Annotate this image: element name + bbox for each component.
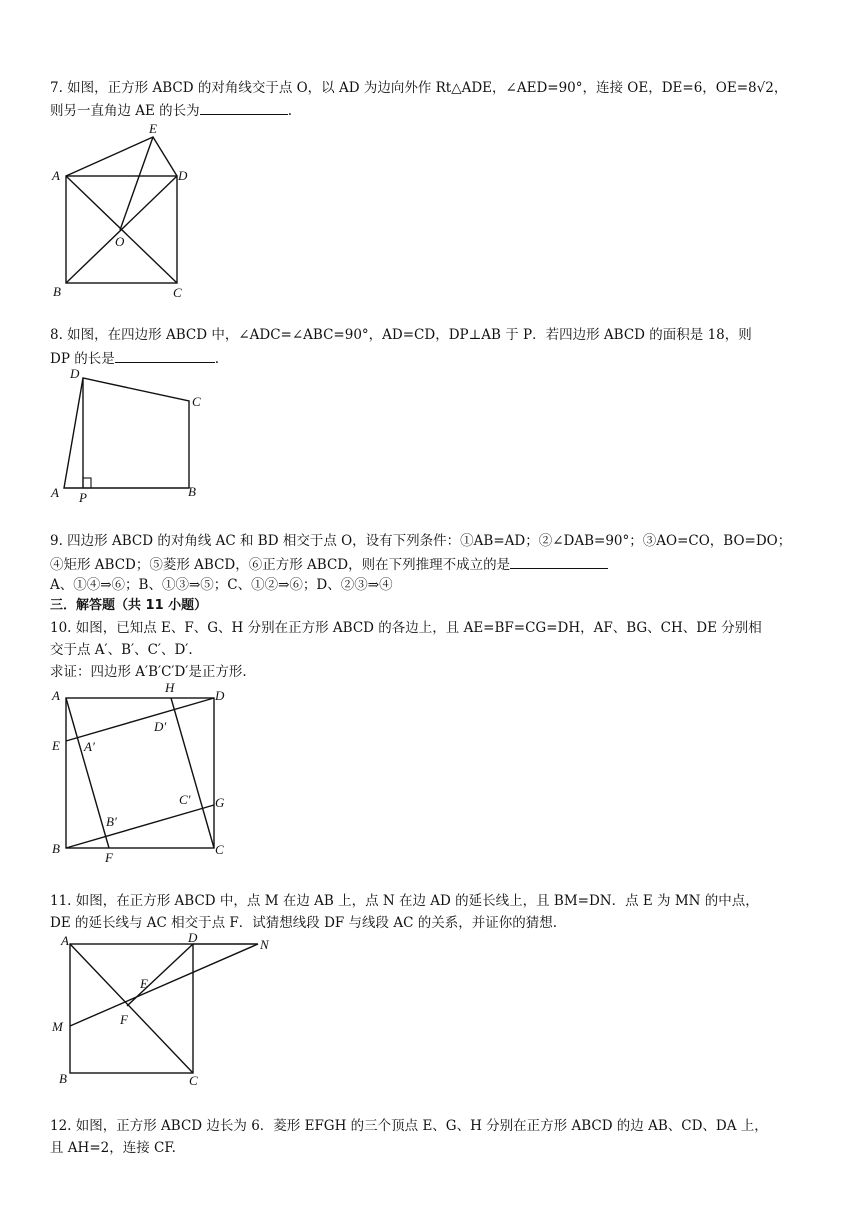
q8-label-c: C (192, 394, 201, 409)
q11-label-b: B (59, 1071, 67, 1086)
q11-label-c: C (189, 1073, 198, 1088)
q10-label-a: A (52, 688, 60, 703)
q8-text-line1: 8. 如图，在四边形 ABCD 中，∠ADC=∠ABC=90°，AD=CD，DP⊥AB 于 P．若四边形 ABCD 的面积是 18，则 (50, 327, 752, 343)
q10-label-g: G (215, 795, 225, 810)
q9-text-line1: 9. 四边形 ABCD 的对角线 AC 和 BD 相交于点 O，设有下列条件：①AB=AD；②∠DAB=90°；③AO=CO，BO=DO； (50, 533, 792, 549)
q10-segment-af (66, 698, 109, 848)
q7-triangle-ade (66, 137, 177, 176)
q8-label-b: B (188, 484, 196, 499)
q11-figure (50, 930, 280, 1090)
q10-label-b: B (52, 841, 60, 856)
q8-right-angle-mark (83, 478, 91, 488)
q9-prompt: ④矩形 ABCD；⑤菱形 ABCD，⑥正方形 ABCD，则在下列推理不成立的是 (50, 557, 511, 573)
q7-label-d: D (178, 168, 188, 183)
q7-text-line1: 7. 如图，正方形 ABCD 的对角线交于点 O，以 AD 为边向外作 Rt△ADE，∠AED=90°，连接 OE，DE=6，OE=8√2， (50, 80, 788, 96)
q11-segment-mn (70, 944, 258, 1026)
section-heading: 三．解答题（共 11 小题） (50, 598, 208, 613)
q12-text-line1: 12. 如图，正方形 ABCD 边长为 6．菱形 EFGH 的三个顶点 E、G、H 分别在正方形 ABCD 的边 AB、CD、DA 上， (50, 1118, 768, 1134)
q9-answer-blank[interactable] (510, 554, 608, 569)
q7-answer-blank[interactable] (200, 100, 288, 115)
q7-label-o: O (115, 234, 125, 249)
q8-answer-blank[interactable] (115, 348, 215, 363)
q12-text-line2: 且 AH=2，连接 CF. (50, 1140, 176, 1156)
q10-text-line1: 10. 如图，已知点 E、F、G、H 分别在正方形 ABCD 的各边上，且 AE=BF=CG=DH，AF、BG、CH、DE 分别相 (50, 620, 762, 636)
q9-options: A、①④⇒⑥；B、①③⇒⑤；C、①②⇒⑥；D、②③⇒④ (50, 577, 393, 593)
q8-period: . (214, 351, 219, 367)
q11-label-d: D (188, 930, 198, 945)
q9-text-line2 (50, 554, 820, 575)
q10-label-a-prime: A′ (84, 739, 95, 754)
q11-text-line1: 11. 如图，在正方形 ABCD 中，点 M 在边 AB 上，点 N 在边 AD 的延长线上，且 BM=DN．点 E 为 MN 的中点， (50, 893, 759, 909)
q7-label-e: E (149, 121, 157, 136)
q10-label-f: F (105, 850, 113, 865)
q10-segment-bg (66, 805, 214, 848)
q10-segment-ch (171, 698, 214, 848)
q10-text-line2: 交于点 A′、B′、C′、D′. (50, 642, 193, 658)
q10-segment-de (66, 698, 214, 741)
q10-label-d: D (215, 688, 225, 703)
q7-prompt: 则另一直角边 AE 的长为 (50, 103, 200, 119)
q7-label-c: C (173, 285, 182, 300)
q11-label-a: A (61, 933, 69, 948)
q8-figure (50, 362, 220, 507)
q10-label-c: C (215, 842, 224, 857)
q10-label-d-prime: D′ (154, 719, 167, 734)
q8-label-p: P (79, 490, 87, 505)
q8-prompt: DP 的长是 (50, 351, 115, 367)
q10-label-h: H (165, 680, 175, 695)
q11-label-f: F (120, 1012, 128, 1027)
q7-label-b: B (53, 284, 61, 299)
q11-diagonal-ac (70, 944, 193, 1073)
q8-label-a: A (51, 485, 59, 500)
q8-label-d: D (70, 366, 80, 381)
q7-period: . (287, 103, 292, 119)
q7-label-a: A (52, 168, 60, 183)
q11-label-n: N (260, 937, 269, 952)
q11-text-line2: DE 的延长线与 AC 相交于点 F．试猜想线段 DF 与线段 AC 的关系，并证你的猜想. (50, 915, 558, 931)
q11-segment-df (127, 944, 193, 1006)
q7-figure (50, 118, 200, 300)
q10-label-c-prime: C′ (179, 792, 191, 807)
q7-segment-oe (120, 137, 153, 230)
q10-figure (50, 680, 250, 865)
q11-label-e: E (140, 976, 148, 991)
q10-label-b-prime: B′ (106, 814, 117, 829)
q10-label-e: E (52, 738, 60, 753)
q10-text-line3: 求证：四边形 A′B′C′D′是正方形. (50, 664, 247, 680)
q11-label-m: M (52, 1019, 63, 1034)
